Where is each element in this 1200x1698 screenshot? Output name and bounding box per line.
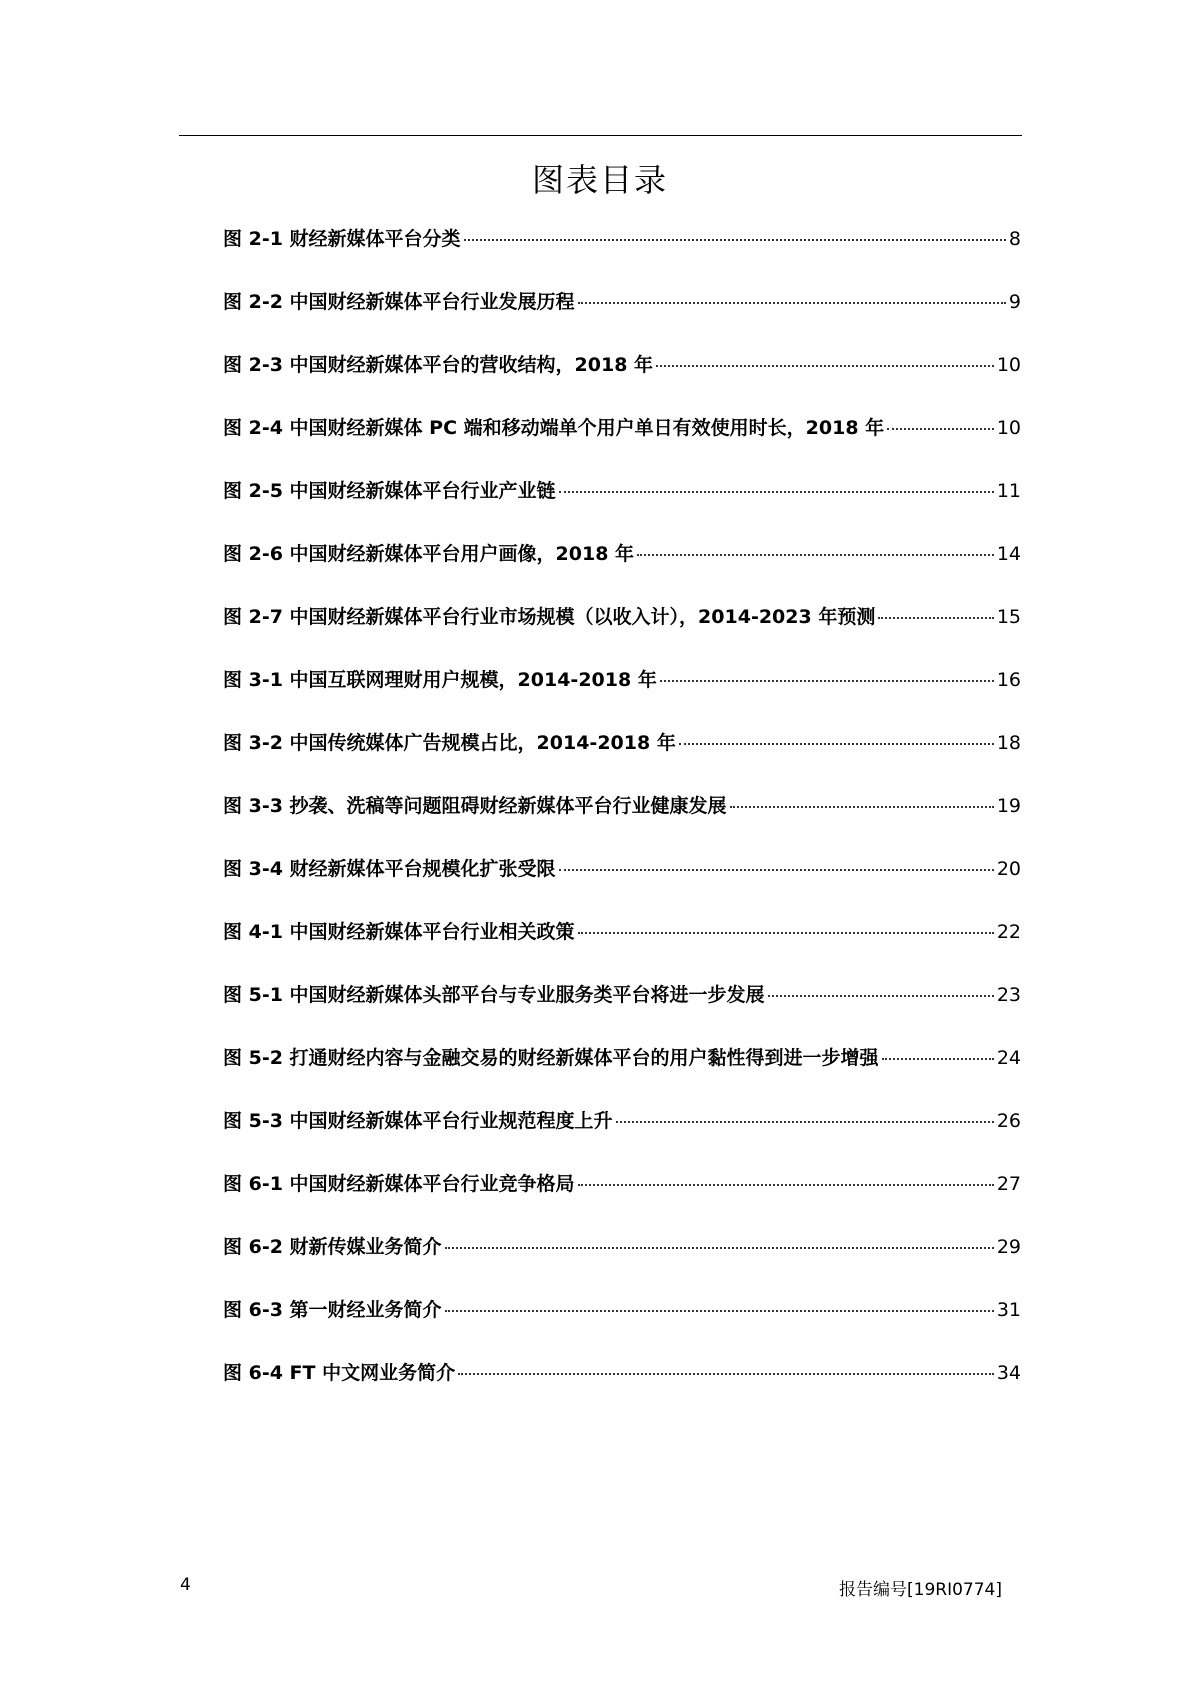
toc-entry-label: 图 2-4 中国财经新媒体 PC 端和移动端单个用户单日有效使用时长，2018 年 xyxy=(223,417,885,439)
toc-entry-label: 图 5-3 中国财经新媒体平台行业规范程度上升 xyxy=(223,1110,613,1132)
toc-entry[interactable] xyxy=(223,1169,1021,1232)
toc-entry-label: 图 6-3 第一财经业务简介 xyxy=(223,1299,442,1321)
toc-entry-label: 图 2-2 中国财经新媒体平台行业发展历程 xyxy=(223,291,575,313)
toc-entry[interactable] xyxy=(223,413,1021,476)
toc-entry[interactable] xyxy=(223,1358,1021,1421)
page-title: 图表目录 xyxy=(531,161,668,199)
toc-entry-label: 图 6-1 中国财经新媒体平台行业竞争格局 xyxy=(223,1173,575,1195)
toc-entry-page: 22 xyxy=(996,921,1021,943)
toc-entry[interactable] xyxy=(223,1043,1021,1106)
toc-entry[interactable] xyxy=(223,539,1021,602)
figure-toc xyxy=(223,224,1021,1421)
toc-entry-label: 图 3-1 中国互联网理财用户规模，2014-2018 年 xyxy=(223,669,657,691)
toc-entry-page: 31 xyxy=(996,1299,1021,1321)
toc-entry-page: 24 xyxy=(996,1047,1021,1069)
footer-page-number: 4 xyxy=(180,1575,191,1595)
toc-entry[interactable] xyxy=(223,665,1021,728)
toc-dot-leader xyxy=(578,302,1006,304)
toc-entry-page: 8 xyxy=(1008,228,1021,250)
toc-entry-page: 18 xyxy=(996,732,1021,754)
toc-entry-label: 图 2-3 中国财经新媒体平台的营收结构，2018 年 xyxy=(223,354,654,376)
toc-entry-label: 图 4-1 中国财经新媒体平台行业相关政策 xyxy=(223,921,575,943)
toc-entry-label: 图 3-2 中国传统媒体广告规模占比，2014-2018 年 xyxy=(223,732,676,754)
toc-entry[interactable] xyxy=(223,854,1021,917)
toc-entry-page: 20 xyxy=(996,858,1021,880)
toc-entry[interactable] xyxy=(223,728,1021,791)
toc-dot-leader xyxy=(559,869,994,871)
toc-entry[interactable] xyxy=(223,602,1021,665)
toc-entry-label: 图 5-2 打通财经内容与金融交易的财经新媒体平台的用户黏性得到进一步增强 xyxy=(223,1047,879,1069)
toc-dot-leader xyxy=(445,1247,994,1249)
toc-dot-leader xyxy=(656,365,994,367)
toc-entry-label: 图 3-3 抄袭、洗稿等问题阻碍财经新媒体平台行业健康发展 xyxy=(223,795,727,817)
toc-dot-leader xyxy=(878,617,993,619)
toc-dot-leader xyxy=(637,554,994,556)
toc-entry-page: 9 xyxy=(1008,291,1021,313)
toc-dot-leader xyxy=(578,1184,994,1186)
toc-dot-leader xyxy=(679,743,994,745)
toc-entry[interactable] xyxy=(223,224,1021,287)
toc-entry[interactable] xyxy=(223,1295,1021,1358)
toc-entry-label: 图 6-2 财新传媒业务简介 xyxy=(223,1236,442,1258)
toc-dot-leader xyxy=(882,1058,994,1060)
toc-entry-label: 图 2-6 中国财经新媒体平台用户画像，2018 年 xyxy=(223,543,635,565)
toc-dot-leader xyxy=(730,806,994,808)
toc-entry-page: 10 xyxy=(996,417,1021,439)
toc-entry-page: 11 xyxy=(996,480,1021,502)
toc-entry[interactable] xyxy=(223,350,1021,413)
toc-dot-leader xyxy=(559,491,994,493)
toc-entry-page: 19 xyxy=(996,795,1021,817)
toc-entry-label: 图 5-1 中国财经新媒体头部平台与专业服务类平台将进一步发展 xyxy=(223,984,765,1006)
toc-entry[interactable] xyxy=(223,476,1021,539)
toc-entry-page: 16 xyxy=(996,669,1021,691)
toc-entry-page: 26 xyxy=(996,1110,1021,1132)
toc-entry-label: 图 3-4 财经新媒体平台规模化扩张受限 xyxy=(223,858,556,880)
toc-entry[interactable] xyxy=(223,1106,1021,1169)
toc-entry[interactable] xyxy=(223,791,1021,854)
toc-entry-label: 图 2-5 中国财经新媒体平台行业产业链 xyxy=(223,480,556,502)
toc-entry-page: 14 xyxy=(996,543,1021,565)
toc-dot-leader xyxy=(464,239,1006,241)
toc-entry[interactable] xyxy=(223,287,1021,350)
toc-entry[interactable] xyxy=(223,917,1021,980)
toc-entry-page: 29 xyxy=(996,1236,1021,1258)
toc-entry-page: 10 xyxy=(996,354,1021,376)
toc-entry-label: 图 6-4 FT 中文网业务简介 xyxy=(223,1362,456,1384)
toc-dot-leader xyxy=(768,995,994,997)
toc-entry-page: 15 xyxy=(996,606,1021,628)
toc-dot-leader xyxy=(458,1373,994,1375)
toc-entry-page: 34 xyxy=(996,1362,1021,1384)
toc-dot-leader xyxy=(445,1310,994,1312)
toc-dot-leader xyxy=(887,428,994,430)
toc-dot-leader xyxy=(660,680,994,682)
toc-entry-label: 图 2-7 中国财经新媒体平台行业市场规模（以收入计），2014-2023 年预测 xyxy=(223,606,876,628)
toc-entry[interactable] xyxy=(223,1232,1021,1295)
header-rule xyxy=(179,135,1022,136)
toc-dot-leader xyxy=(578,932,994,934)
toc-dot-leader xyxy=(616,1121,994,1123)
toc-entry-page: 23 xyxy=(996,984,1021,1006)
toc-entry[interactable] xyxy=(223,980,1021,1043)
footer-report-id: 报告编号[19RI0774] xyxy=(839,1580,1002,1600)
toc-entry-page: 27 xyxy=(996,1173,1021,1195)
toc-entry-label: 图 2-1 财经新媒体平台分类 xyxy=(223,228,461,250)
